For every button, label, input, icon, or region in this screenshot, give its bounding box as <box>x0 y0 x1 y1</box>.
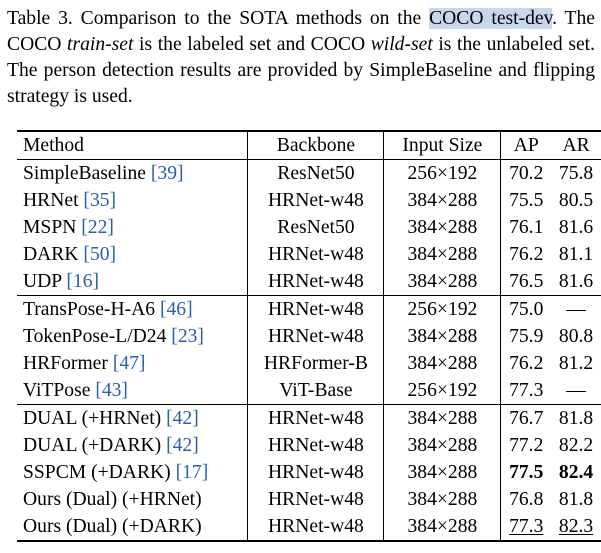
cell-ar <box>551 350 601 377</box>
caption-highlight-text: COCO test-dev <box>429 8 553 29</box>
cell-method <box>17 296 248 324</box>
cell-input-size <box>384 405 501 433</box>
table-row <box>17 405 601 433</box>
table-row <box>17 323 601 350</box>
cell-ar <box>551 513 601 541</box>
cell-backbone-value: HRNet-w48 <box>268 244 364 265</box>
cell-input-size <box>384 350 501 377</box>
cell-ar-value: 81.8 <box>558 489 594 510</box>
cell-ap <box>501 241 551 268</box>
cell-input-size <box>384 323 501 350</box>
method-name: DUAL (+HRNet) <box>23 408 167 429</box>
cell-method <box>17 405 248 433</box>
cell-backbone-value: HRNet-w48 <box>268 462 364 483</box>
cell-input-size <box>384 486 501 513</box>
header-method: Method <box>17 131 248 160</box>
cell-ar-value: 82.2 <box>558 435 594 456</box>
table-row <box>17 486 601 513</box>
citation-link[interactable]: [42] <box>166 435 199 456</box>
method-name: SSPCM (+DARK) <box>23 462 176 483</box>
cell-ar <box>551 377 601 405</box>
method-name: Ours (Dual) (+HRNet) <box>23 489 202 510</box>
cell-input-size <box>384 241 501 268</box>
cell-ar <box>551 432 601 459</box>
cell-input-size <box>384 214 501 241</box>
cell-method <box>17 214 248 241</box>
cell-ap-value: 77.3 <box>509 380 544 401</box>
cell-ap-value: 75.5 <box>509 190 544 211</box>
cell-backbone <box>248 268 384 296</box>
cell-ap-value: 75.0 <box>509 299 544 320</box>
table-row <box>17 459 601 486</box>
cell-input-size-value: 384×288 <box>407 516 478 537</box>
caption-wild-set: wild-set <box>370 34 433 55</box>
cell-backbone-value: HRNet-w48 <box>268 299 364 320</box>
cell-method <box>17 268 248 296</box>
header-ar: AR <box>551 131 601 160</box>
cell-ar-value: — <box>566 299 586 320</box>
cell-ap-value: 77.2 <box>509 435 544 456</box>
cell-ap-value: 76.2 <box>509 353 544 374</box>
cell-backbone-value: HRNet-w48 <box>268 408 364 429</box>
cell-ar <box>551 459 601 486</box>
header-backbone: Backbone <box>248 131 384 160</box>
cell-backbone-value: HRNet-w48 <box>268 326 364 347</box>
cell-backbone <box>248 214 384 241</box>
cell-ap-value: 70.2 <box>509 163 544 184</box>
cell-ar-value: 80.8 <box>558 326 594 347</box>
caption-text-3: is the labeled set and COCO <box>133 34 371 55</box>
cell-ar <box>551 323 601 350</box>
header-ap: AP <box>501 131 551 160</box>
cell-backbone-value: HRNet-w48 <box>268 435 364 456</box>
method-name: TransPose-H-A6 <box>23 299 160 320</box>
caption-text-4: is the unlabeled set. The person detection results are provided by SimpleBaseline and flipping strategy is used. <box>7 34 595 107</box>
citation-link[interactable]: [17] <box>175 462 209 483</box>
cell-ar-value: — <box>566 380 586 401</box>
cell-method <box>17 432 248 459</box>
cell-backbone-value: HRNet-w48 <box>268 516 364 537</box>
table-row <box>17 214 601 241</box>
cell-input-size <box>384 513 501 541</box>
cell-ap <box>501 160 551 188</box>
cell-backbone <box>248 160 384 188</box>
table-row <box>17 350 601 377</box>
cell-method <box>17 241 248 268</box>
caption-text-1: Comparison to the SOTA methods on the <box>72 8 430 29</box>
cell-method <box>17 513 248 541</box>
cell-ar <box>551 241 601 268</box>
method-name: DARK <box>23 244 84 265</box>
cell-ar-value: 81.1 <box>558 244 594 265</box>
cell-ap <box>501 350 551 377</box>
cell-backbone <box>248 323 384 350</box>
cell-ap-value: 76.7 <box>509 408 544 429</box>
cell-input-size-value: 384×288 <box>407 353 478 374</box>
cell-input-size-value: 384×288 <box>407 190 478 211</box>
cell-backbone-value: ResNet50 <box>277 163 355 184</box>
cell-backbone-value: ResNet50 <box>277 217 355 238</box>
table-row <box>17 296 601 324</box>
cell-ar <box>551 405 601 433</box>
cell-backbone-value: HRNet-w48 <box>268 271 364 292</box>
table-row <box>17 377 601 405</box>
cell-ap <box>501 377 551 405</box>
method-name: TokenPose-L/D24 <box>23 326 172 347</box>
citation-link[interactable]: [50] <box>83 244 117 265</box>
citation-link[interactable]: [46] <box>159 299 193 320</box>
cell-ar-value: 81.8 <box>558 408 594 429</box>
cell-ap <box>501 432 551 459</box>
cell-backbone-value: ViT-Base <box>279 380 353 401</box>
cell-ap <box>501 513 551 541</box>
table-row <box>17 268 601 296</box>
caption-prefix: Table 3. <box>7 8 73 29</box>
citation-link[interactable]: [43] <box>95 380 128 401</box>
cell-backbone <box>248 459 384 486</box>
cell-backbone <box>248 187 384 214</box>
cell-input-size-value: 256×192 <box>407 380 478 401</box>
comparison-table <box>17 130 601 542</box>
citation-link[interactable]: [22] <box>81 217 114 238</box>
cell-ap-value: 75.9 <box>509 326 544 347</box>
method-name: HRFormer <box>23 353 113 374</box>
cell-backbone <box>248 377 384 405</box>
header-input-size: Input Size <box>384 131 501 160</box>
method-name: HRNet <box>23 190 84 211</box>
cell-input-size <box>384 160 501 188</box>
table-caption <box>7 6 595 110</box>
method-name: Ours (Dual) (+DARK) <box>23 516 202 537</box>
cell-backbone <box>248 405 384 433</box>
cell-method <box>17 377 248 405</box>
cell-ar-value: 75.8 <box>558 163 594 184</box>
cell-ap <box>501 214 551 241</box>
cell-ar-value: 81.2 <box>558 353 594 374</box>
table-row <box>17 187 601 214</box>
cell-ap <box>501 323 551 350</box>
cell-method <box>17 350 248 377</box>
cell-input-size <box>384 377 501 405</box>
cell-backbone-value: HRNet-w48 <box>268 489 364 510</box>
cell-ar-value: 82.3 <box>558 516 594 537</box>
cell-input-size-value: 384×288 <box>407 435 478 456</box>
cell-ar <box>551 214 601 241</box>
cell-backbone <box>248 513 384 541</box>
cell-ap-value: 76.8 <box>509 489 544 510</box>
cell-ar-value: 81.6 <box>558 271 594 292</box>
caption-highlight <box>429 8 552 29</box>
cell-ap <box>501 268 551 296</box>
cell-ar <box>551 160 601 188</box>
cell-method <box>17 160 248 188</box>
cell-method <box>17 486 248 513</box>
cell-input-size-value: 384×288 <box>407 462 478 483</box>
cell-ar-value: 81.6 <box>558 217 594 238</box>
cell-ap-value: 77.3 <box>509 516 544 537</box>
cell-ap <box>501 459 551 486</box>
citation-link[interactable]: [47] <box>112 353 146 374</box>
table-body <box>17 160 601 542</box>
cell-backbone-value: HRNet-w48 <box>268 190 364 211</box>
cell-method <box>17 459 248 486</box>
caption-text-2: . The COCO <box>7 8 596 55</box>
cell-input-size-value: 384×288 <box>407 326 478 347</box>
cell-ar <box>551 187 601 214</box>
method-name: SimpleBaseline <box>23 163 151 184</box>
cell-input-size-value: 384×288 <box>407 271 478 292</box>
citation-link[interactable]: [42] <box>166 408 199 429</box>
cell-backbone <box>248 432 384 459</box>
cell-ap-value: 76.1 <box>509 217 544 238</box>
table-row <box>17 160 601 188</box>
cell-input-size-value: 384×288 <box>407 489 478 510</box>
cell-ap <box>501 486 551 513</box>
cell-ar-value: 82.4 <box>558 462 594 483</box>
cell-input-size <box>384 296 501 324</box>
cell-ap <box>501 296 551 324</box>
method-name: DUAL (+DARK) <box>23 435 167 456</box>
table-row <box>17 432 601 459</box>
cell-ap-value: 76.2 <box>509 244 544 265</box>
method-name: UDP <box>23 271 67 292</box>
cell-input-size-value: 384×288 <box>407 408 478 429</box>
citation-link[interactable]: [16] <box>66 271 100 292</box>
cell-ap <box>501 405 551 433</box>
cell-backbone <box>248 350 384 377</box>
method-name: ViTPose <box>23 380 96 401</box>
cell-ap <box>501 187 551 214</box>
cell-ap-value: 77.5 <box>509 462 544 483</box>
cell-ar <box>551 486 601 513</box>
header-row <box>17 131 601 160</box>
cell-backbone <box>248 296 384 324</box>
cell-method <box>17 187 248 214</box>
cell-method <box>17 323 248 350</box>
cell-backbone <box>248 486 384 513</box>
cell-backbone <box>248 241 384 268</box>
cell-backbone-value: HRFormer-B <box>263 353 368 374</box>
cell-input-size <box>384 432 501 459</box>
citation-link[interactable]: [39] <box>150 163 184 184</box>
caption-train-set: train-set <box>67 34 134 55</box>
cell-input-size-value: 256×192 <box>407 163 478 184</box>
cell-input-size <box>384 268 501 296</box>
cell-ar <box>551 268 601 296</box>
cell-ap-value: 76.5 <box>509 271 544 292</box>
cell-input-size-value: 384×288 <box>407 244 478 265</box>
cell-input-size-value: 256×192 <box>407 299 478 320</box>
table-row <box>17 513 601 541</box>
cell-input-size <box>384 459 501 486</box>
citation-link[interactable]: [35] <box>83 190 117 211</box>
cell-ar <box>551 296 601 324</box>
table-row <box>17 241 601 268</box>
citation-link[interactable]: [23] <box>171 326 204 347</box>
cell-input-size-value: 384×288 <box>407 217 478 238</box>
cell-ar-value: 80.5 <box>558 190 594 211</box>
method-name: MSPN <box>23 217 82 238</box>
cell-input-size <box>384 187 501 214</box>
